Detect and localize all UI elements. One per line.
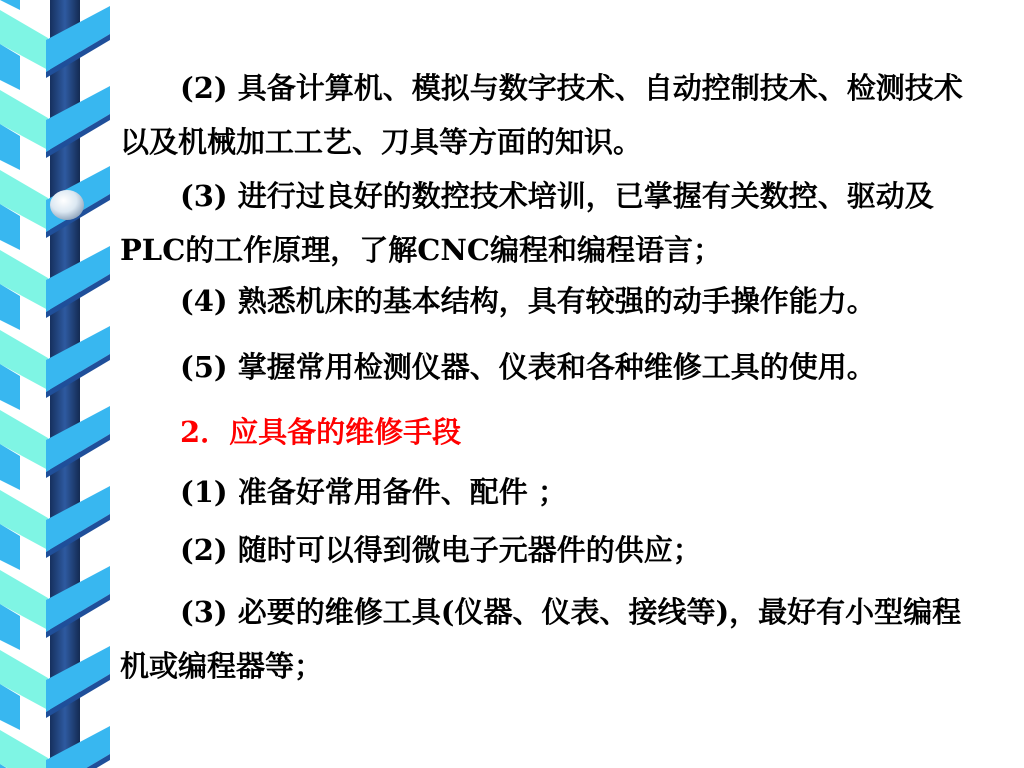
section-heading-repair-means: 2．应具备的维修手段 bbox=[180, 415, 462, 449]
paragraph-spare-parts: (1) 准备好常用备件、配件 ； bbox=[180, 475, 567, 509]
ribbon-bead bbox=[50, 190, 84, 220]
ribbon-band-fold bbox=[0, 0, 20, 10]
paragraph-machine-structure: (4) 熟悉机床的基本结构，具有较强的动手操作能力。 bbox=[180, 284, 876, 318]
slide-body bbox=[120, 0, 1000, 768]
paragraph-components-supply: (2) 随时可以得到微电子元器件的供应； bbox=[180, 533, 702, 567]
paragraph-cnc-training: (3) 进行过良好的数控技术培训，已掌握有关数控、驱动及PLC的工作原理，了解CNC编程和编程语言； bbox=[120, 179, 934, 267]
paragraph-computer-knowledge: (2) 具备计算机、模拟与数字技术、自动控制技术、检测技术以及机械加工工艺、刀具等方面的知识。 bbox=[120, 71, 963, 159]
paragraph-repair-tools: (3) 必要的维修工具(仪器、仪表、接线等)，最好有小型编程机或编程器等； bbox=[120, 595, 962, 683]
paragraph-instruments: (5) 掌握常用检测仪器、仪表和各种维修工具的使用。 bbox=[180, 350, 876, 384]
ribbon-decoration bbox=[0, 0, 112, 768]
ribbon-band-back bbox=[0, 730, 48, 768]
